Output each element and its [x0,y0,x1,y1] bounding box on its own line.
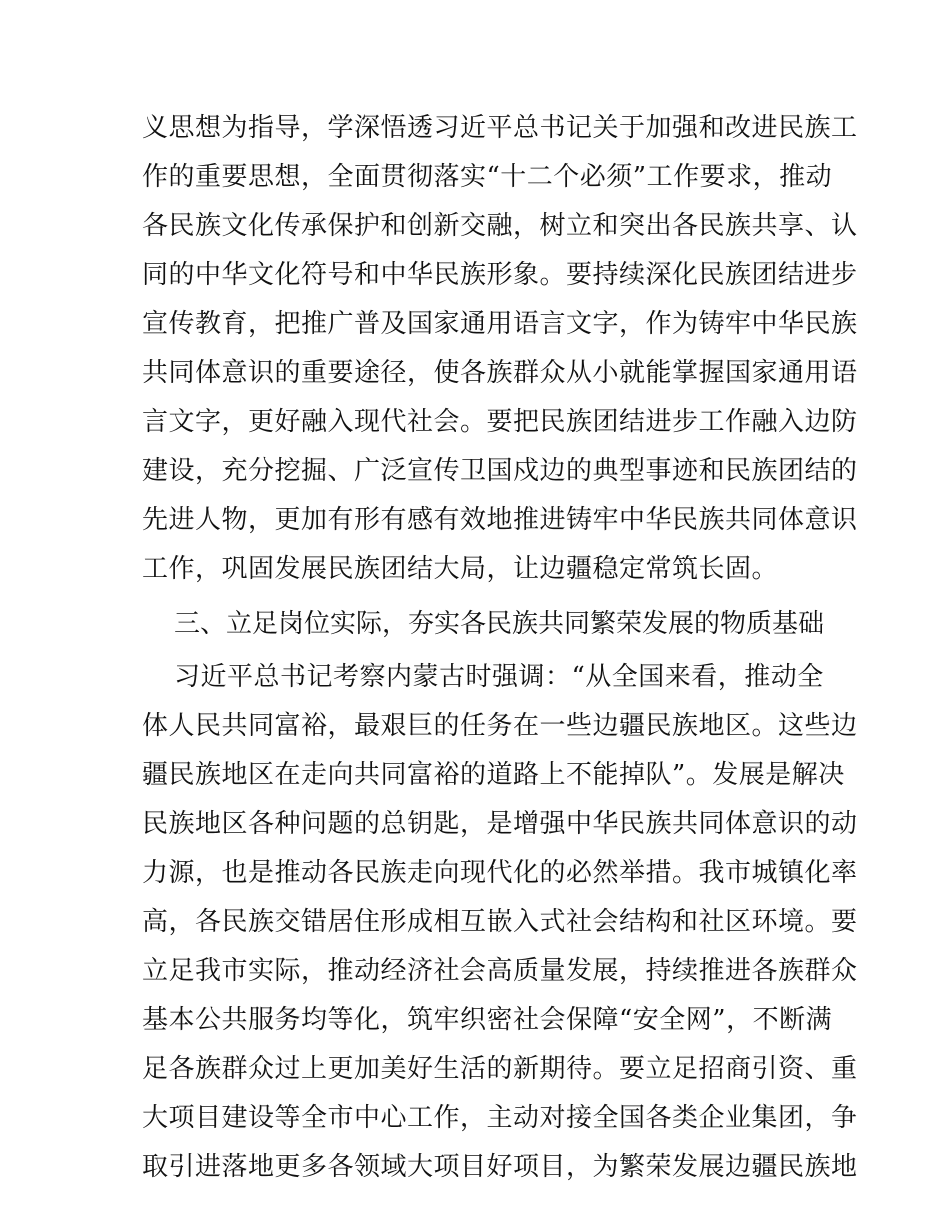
paragraph-line: 共同体意识的重要途径，使各族群众从小就能掌握国家通用语 [142,358,858,388]
paragraph-line: 同的中华文化符号和中华民族形象。要持续深化民族团结进步 [142,260,858,290]
paragraph-2 [142,653,858,1192]
paragraph-line: 立足我市实际，推动经济社会高质量发展，持续推进各族群众 [142,956,858,986]
paragraph-line: 义思想为指导，学深悟透习近平总书记关于加强和改进民族工 [142,113,858,143]
paragraph-line: 高，各民族交错居住形成相互嵌入式社会结构和社区环境。要 [142,907,858,937]
paragraph-line: 言文字，更好融入现代社会。要把民族团结进步工作融入边防 [142,407,858,437]
paragraph-line: 宣传教育，把推广普及国家通用语言文字，作为铸牢中华民族 [142,309,858,339]
paragraph-line: 先进人物，更加有形有感有效地推进铸牢中华民族共同体意识 [142,505,858,535]
paragraph-line: 作的重要思想，全面贯彻落实“十二个必须”工作要求，推动 [142,162,833,192]
paragraph-line: 基本公共服务均等化，筑牢织密社会保障“安全网”，不断满 [142,1005,833,1035]
paragraph-line: 各民族文化传承保护和创新交融，树立和突出各民族共享、认 [142,211,858,241]
paragraph-line: 疆民族地区在走向共同富裕的道路上不能掉队”。发展是解决 [142,760,845,790]
document-body [142,104,858,1192]
paragraph-line: 建设，充分挖掘、广泛宣传卫国戍边的典型事迹和民族团结的 [142,456,858,486]
section-heading: 三、立足岗位实际，夯实各民族共同繁荣发展的物质基础 [174,609,825,639]
paragraph-line: 力源，也是推动各民族走向现代化的必然举措。我市城镇化率 [142,858,858,888]
paragraph-line: 大项目建设等全市中心工作，主动对接全国各类企业集团，争 [142,1103,858,1133]
paragraph-line: 足各族群众过上更加美好生活的新期待。要立足招商引资、重 [142,1054,858,1084]
paragraph-line: 取引进落地更多各领域大项目好项目，为繁荣发展边疆民族地 [142,1152,858,1182]
paragraph-line: 习近平总书记考察内蒙古时强调：“从全国来看，推动全 [174,662,824,692]
paragraph-line: 民族地区各种问题的总钥匙，是增强中华民族共同体意识的动 [142,809,858,839]
paragraph-line: 体人民共同富裕，最艰巨的任务在一些边疆民族地区。这些边 [142,711,858,741]
paragraph-line: 工作，巩固发展民族团结大局，让边疆稳定常筑长固。 [142,554,779,584]
paragraph-1 [142,104,858,594]
